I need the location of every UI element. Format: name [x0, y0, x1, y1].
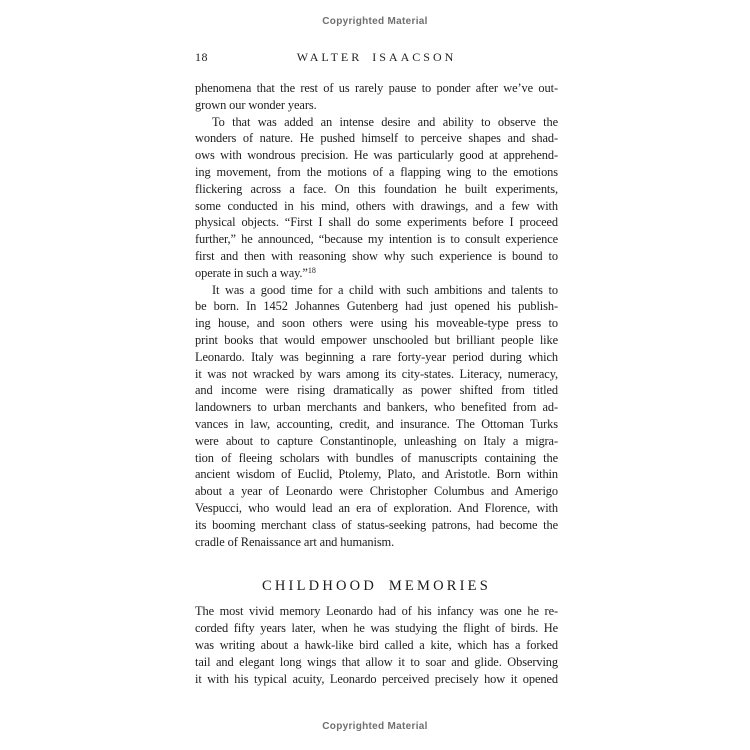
text-line: phenomena that the rest of us rarely pause to ponder after we’ve out-: [195, 81, 558, 95]
text-line: grown our wonder years.: [195, 97, 317, 112]
paragraph: [195, 282, 558, 551]
text-line: about a year of Leonardo were Christopher Columbus and Amerigo: [195, 484, 558, 499]
text-line: tail and elegant long wings that allow it to soar and glide. Observing: [195, 654, 558, 669]
text-line: print books that would empower unschooled but brilliant people like: [195, 332, 558, 347]
copyright-notice-top: Copyrighted Material: [322, 16, 428, 27]
text-line: it was not wracked by wars among its city-states. Literacy, numeracy,: [195, 366, 558, 381]
text-line: its booming merchant class of status-seeking patrons, had become the: [195, 517, 558, 532]
text-line: some conducted in his mind, others with drawings, and a few with: [195, 198, 558, 213]
section-heading: CHILDHOOD MEMORIES: [262, 578, 491, 595]
text-line: be born. In 1452 Johannes Gutenberg had just opened his publish-: [195, 299, 558, 314]
text-line: and income were rising dramatically as power shifted from titled: [195, 383, 558, 398]
page-number: 18: [195, 50, 208, 64]
text-line: It was a good time for a child with such ambitions and talents to: [212, 282, 558, 297]
text-line: it with his typical acuity, Leonardo perceived precisely how it opened: [195, 671, 558, 686]
copyright-notice-bottom: Copyrighted Material: [322, 721, 428, 732]
text-line: tion of fleeing scholars with bundles of manuscripts containing the: [195, 450, 558, 465]
page-header: [195, 50, 558, 65]
text-line: wonders of nature. He pushed himself to perceive shapes and shad-: [195, 131, 558, 146]
text-line: ing house, and soon others were using his moveable-type press to: [195, 316, 558, 331]
text-line: was writing about a hawk-like bird called a kite, which has a forked: [195, 637, 558, 652]
text-column: [195, 80, 558, 687]
text-line: vances in law, accounting, credit, and insurance. The Ottoman Turks: [195, 416, 558, 431]
footnote-reference: 18: [307, 265, 316, 275]
text-line: landowners to urban merchants and bankers, who benefited from ad-: [195, 400, 558, 415]
paragraph: [195, 603, 558, 687]
text-line: were about to capture Constantinople, unleashing on Italy a migra-: [195, 433, 558, 448]
text-line: ows with wondrous precision. He was particularly good at apprehend-: [195, 148, 558, 163]
text-line: corded fifty years later, when he was studying the flight of birds. He: [195, 621, 558, 636]
running-title: WALTER ISAACSON: [296, 50, 457, 64]
paragraph: [195, 114, 558, 282]
text-line: further,” he announced, “because my intention is to consult experience: [195, 232, 558, 247]
text-line: physical objects. “First I shall do some experiments before I proceed: [195, 215, 558, 230]
text-line: The most vivid memory Leonardo had of his infancy was one he re-: [195, 604, 558, 619]
paragraph: [195, 80, 558, 114]
text-line: first and then with reasoning show why such experience is bound to: [195, 248, 558, 263]
text-line: flickering across a face. On this foundation he built experiments,: [195, 181, 558, 196]
text-line: Vespucci, who would lead an era of exploration. And Florence, with: [195, 500, 558, 515]
text-line: ancient wisdom of Euclid, Ptolemy, Plato, and Aristotle. Born within: [195, 467, 558, 482]
text-line: operate in such a way.”$^{18}$: [195, 265, 316, 280]
text-line: Leonardo. Italy was beginning a rare forty-year period during which: [195, 349, 558, 364]
text-line: To that was added an intense desire and ability to observe the: [212, 114, 558, 129]
text-line: cradle of Renaissance art and humanism.: [195, 534, 395, 549]
text-line: ing movement, from the motions of a flapping wing to the emotions: [195, 164, 558, 179]
